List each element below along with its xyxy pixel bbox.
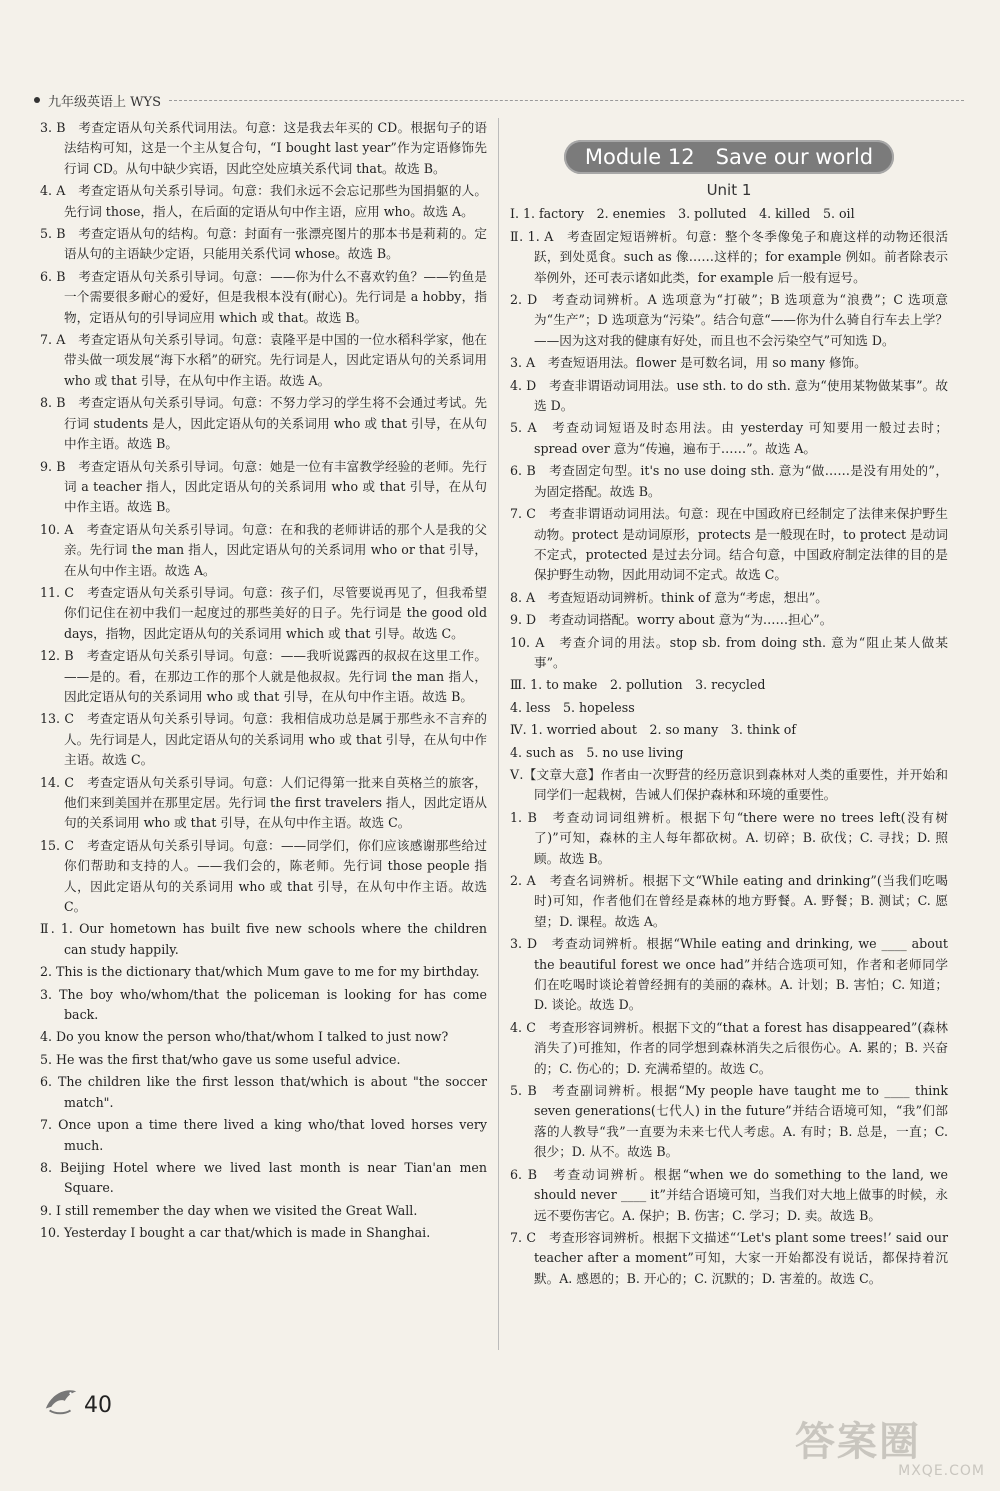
answer-item: Ⅴ.【文章大意】作者由一次野营的经历意识到森林对人类的重要性，并开始和同学们一起栽树，告诫人们保护森林和环境的重要性。 [510,766,948,803]
running-header [34,88,964,112]
answer-item: 15. C 考查定语从句关系引导词。句意：——同学们，你们应该感谢那些给过你们帮助和支持的人。——我们会的，陈老师。先行词 those people 指人，因此定语从句的关系词用 who 或 that 引导，在从句中作主语。故选 C。 [40,837,487,915]
module-title-banner: Module 12 Save our world [564,140,894,174]
answer-item: 2. D 考查动词辨析。A 选项意为“打破”；B 选项意为“浪费”；C 选项意为“生产”；D 选项意为“污染”。结合句意“——你为什么骑自行车去上学？——因为这对我的健康有好处，而且也不会污染空气”可知选 D。 [510,292,948,348]
answer-item: 5. A 考查动词短语及时态用法。由 yesterday 可知要用一般过去时；spread over 意为“传遍，遍布于……”。故选 A。 [510,420,948,456]
watermark-main: 答案圈 [795,1419,921,1465]
answer-item: 2. A 考查名词辨析。根据下文“While eating and drinking”(当我们吃喝时)可知，作者他们在曾经是森林的地方野餐。A. 野餐；B. 测试；C. 愿望；D. 课程。故选 A。 [510,873,948,929]
answer-item: Ⅲ. 1. to make 2. pollution 3. recycled [510,677,766,693]
answer-item: Ⅱ. 1. Our hometown has built five new schools where the children can study happily. [40,921,487,957]
answer-item: Ⅱ. 1. A 考查固定短语辨析。句意：整个冬季像兔子和鹿这样的动物还很活跃，到处觅食。such as 像……这样的；for example 例如。前者除表示举例外，还可表示诸如此类，for example 后一般有逗号。 [510,228,948,285]
answer-item: 11. C 考查定语从句关系引导词。句意：孩子们，尽管要说再见了，但我希望你们记住在初中我们一起度过的那些美好的日子。先行词是 the good old days，指物，因此定语从句的关系词用 which 或 that 引导。故选 C。 [40,584,487,641]
answer-item: 3. B 考查定语从句关系代词用法。句意：这是我去年买的 CD。根据句子的语法结构可知，这是一个主从复合句，“I bought last year”作为定语修饰先行词 CD。从句中缺少宾语，因此空处应填关系代词 that。故选 B。 [40,120,487,176]
answer-item: Ⅰ. 1. factory 2. enemies 3. polluted 4. killed 5. oil [510,206,855,222]
unit-heading: Unit 1 [706,181,752,199]
answer-item: 8. Beijing Hotel where we lived last month is near Tian'an men Square. [40,1159,487,1196]
watermark-sub: MXQE.COM [898,1463,985,1479]
left-column [40,118,487,1246]
answer-item: 7. A 考查定语从句关系引导词。句意：袁隆平是中国的一位水稻科学家，他在带头做一项发展“海下水稻”的研究。先行词是人，因此定语从句的关系词用 who 或 that 引导，在从句中作主语。故选 A。 [40,332,487,388]
answer-item: 1. B 考查动词词组辨析。根据下句“there were no trees left(没有树了)”可知，森林的主人每年都砍树。A. 切碎；B. 砍伐；C. 寻找；D. 照顾。故选 B。 [510,809,948,866]
answer-item: 4. less 5. hopeless [510,699,635,715]
answer-item: 5. B 考查副词辨析。根据“My people have taught me to ____ think seven generations(七代人) in the future”并结合语境可知，“我”们部落的人教导“我”一直要为未来七代人考虑。A. 有时；B. 总是，一直；C. 很少；D. 从不。故选 B。 [510,1083,948,1160]
answer-item: 10. Yesterday I bought a car that/which is made in Shanghai. [40,1225,431,1241]
answer-item: 6. B 考查定语从句关系引导词。句意：——你为什么不喜欢钓鱼？——钓鱼是一个需要很多耐心的爱好，但是我根本没有(耐心)。先行词是 a hobby，指物，定语从句的引导词应用 which 或 that。故选 B。 [40,268,487,325]
answer-item: 9. B 考查定语从句关系引导词。句意：她是一位有丰富教学经验的老师。先行词 a teacher 指人，因此定语从句的关系词用 who 或 that 引导，在从句中作主语。故选 B。 [40,458,487,515]
page-number: 40 [84,1393,112,1418]
answer-item: 7. Once upon a time there lived a king who/that loved horses very much. [40,1117,487,1153]
answer-item: 3. D 考查动词辨析。根据“While eating and drinking, we ____ about the beautiful forest we once had”并结合选项可知，作者和老师同学们在吃喝时谈论着曾经拥有的美丽的森林。A. 计划；B. 害怕；C. 知道；D. 谈论。故选 D。 [510,936,948,1013]
answer-item: 13. C 考查定语从句关系引导词。句意：我相信成功总是属于那些永不言弃的人。先行词是人，因此定语从句的关系词用 who 或 that 引导，在从句中作主语。故选 C。 [40,711,487,768]
answer-item: 8. B 考查定语从句关系引导词。句意：不努力学习的学生将不会通过考试。先行词 students 是人，因此定语从句的关系词用 who 或 that 引导，在从句中作主语。故选 B。 [40,395,487,452]
answer-item: 4. A 考查定语从句关系引导词。句意：我们永远不会忘记那些为国捐躯的人。先行词 those，指人，在后面的定语从句中作主语，应用 who。故选 A。 [40,183,487,219]
right-column [510,118,948,1291]
header-rule [169,100,964,101]
answer-item: 6. The children like the first lesson that/which is about "the soccer match". [40,1074,487,1110]
answer-item: 12. B 考查定语从句关系引导词。句意：——我听说露西的叔叔在这里工作。——是的。看，在那边工作的那个人就是他叔叔。先行词 the man 指人，因此定语从句的关系词用 who 或 that 引导，在从句中作主语。故选 B。 [40,648,487,704]
answer-item: 10. A 考查介词的用法。stop sb. from doing sth. 意为“阻止某人做某事”。 [510,634,948,670]
answer-item: 4. Do you know the person who/that/whom I talked to just now? [40,1029,449,1045]
answer-item: 4. C 考查形容词辨析。根据下文的“that a forest has disappeared”(森林消失了)可推知，作者的同学想到森林消失之后很伤心。A. 累的；B. 兴奋的；C. 伤心的；D. 充满希望的。故选 C。 [510,1019,948,1076]
page-footer [42,1380,112,1418]
dolphin-logo-icon [42,1380,80,1418]
answer-item: 9. D 考查动词搭配。worry about 意为“为……担心”。 [510,612,833,628]
answer-item: 8. A 考查短语动词辨析。think of 意为“考虑，想出”。 [510,589,828,605]
answer-item: 4. D 考查非谓语动词用法。use sth. to do sth. 意为“使用某物做某事”。故选 D。 [510,377,948,414]
header-text: 九年级英语上 WYS [48,94,161,110]
bullet-dot-icon [34,97,40,103]
answer-item: 3. The boy who/whom/that the policeman is looking for has come back. [40,986,487,1023]
answer-item: 5. B 考查定语从句的结构。句意：封面有一张漂亮图片的那本书是莉莉的。定语从句的主语缺少定语，只能用关系代词 whose。故选 B。 [40,226,487,262]
column-divider [498,118,499,1350]
site-watermark [795,1410,985,1480]
answer-item: 7. C 考查形容词辨析。根据下文描述“‘Let's plant some trees!’ said our teacher after a moment”可知，大家一开始都没有说话，都保持着沉默。A. 感恩的；B. 开心的；C. 沉默的；D. 害羞的。故选 C。 [510,1229,948,1286]
answer-item: 2. This is the dictionary that/which Mum gave to me for my birthday. [40,964,480,980]
answer-item: 7. C 考查非谓语动词用法。句意：现在中国政府已经制定了法律来保护野生动物。protect 是动词原形，protects 是一般现在时，to protect 是动词不定式，protected 是过去分词。结合句意，中国政府制定法律的目的是保护野生动物，因此用动词不定式。故选 C。 [510,506,948,583]
answer-item: 5. He was the first that/who gave us some useful advice. [40,1051,401,1067]
answer-item: 10. A 考查定语从句关系引导词。句意：在和我的老师讲话的那个人是我的父亲。先行词 the man 指人，因此定语从句的关系词用 who or that 引导，在从句中作主语。故选 A。 [40,521,487,578]
answer-item: 6. B 考查动词辨析。根据“when we do something to the land, we should never ____ it”并结合语境可知，当我们对大地上做事的时候，永远不要伤害它。A. 保护；B. 伤害；C. 学习；D. 卖。故选 B。 [510,1166,948,1223]
answer-item: 3. A 考查短语用法。flower 是可数名词，用 so many 修饰。 [510,355,867,371]
answer-item: 9. I still remember the day when we visited the Great Wall. [40,1202,418,1218]
answer-item: 14. C 考查定语从句关系引导词。句意：人们记得第一批来自英格兰的旅客，他们来到美国并在那里定居。先行词 the first travelers 指人，因此定语从句的关系词用 who 或 that 引导，在从句中作主语。故选 C。 [40,774,487,831]
answer-item: 6. B 考查固定句型。it's no use doing sth. 意为“做……是没有用处的”，为固定搭配。故选 B。 [510,463,948,499]
answer-item: 4. such as 5. no use living [510,744,684,760]
answer-item: Ⅳ. 1. worried about 2. so many 3. think of [510,722,797,738]
